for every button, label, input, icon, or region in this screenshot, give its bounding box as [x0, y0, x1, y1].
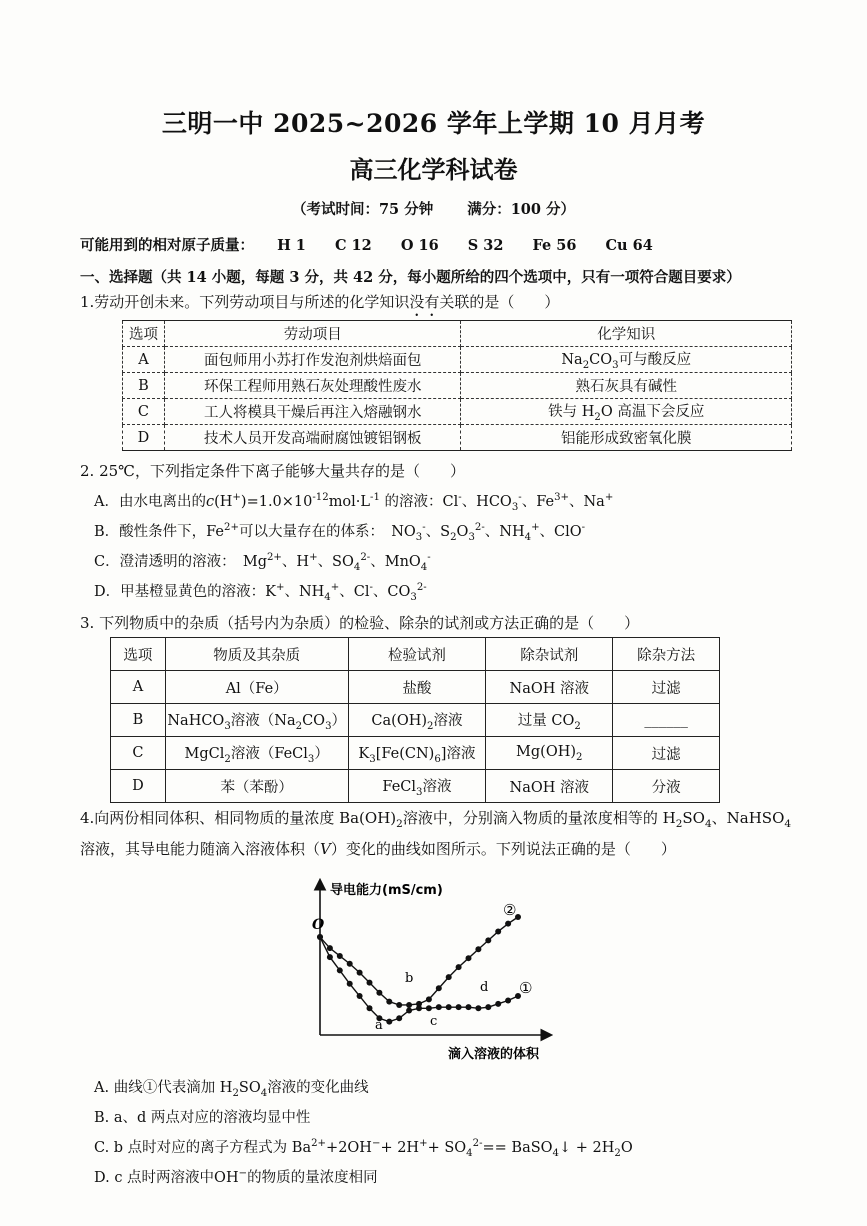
question-4-option-b: B. a、d 两点对应的溶液均显中性: [94, 1110, 311, 1126]
series-2-point: [396, 1002, 402, 1008]
table-header: 化学知识: [461, 321, 792, 347]
series-2-point: [495, 928, 501, 934]
series-layer: [317, 914, 521, 1025]
question-4-option-d: D. c 点时两溶液中OH−的物质的量浓度相同: [94, 1168, 378, 1186]
table-cell: B: [123, 373, 165, 399]
masses-label: 可能用到的相对原子质量：: [80, 237, 254, 254]
table-cell: 盐酸: [348, 671, 486, 704]
table-header: 劳动项目: [164, 321, 461, 347]
series-2-point: [505, 921, 511, 927]
series-2-point: [446, 974, 452, 980]
point-label-b: b: [405, 971, 414, 986]
table-cell: A: [111, 671, 166, 704]
table-cell: 面包师用小苏打作发泡剂烘焙面包: [164, 347, 461, 373]
table-cell: 过滤: [613, 737, 720, 770]
series-1-point: [396, 1015, 402, 1021]
table-cell: NaOH 溶液: [486, 770, 613, 803]
table-header: 物质及其杂质: [165, 638, 348, 671]
point-label-c: c: [430, 1014, 438, 1029]
table-cell: 过滤: [613, 671, 720, 704]
question-2-option-a: A．由水电离出的$c(H^+)=1.0\times 10^{-12}mol\cdot L^{-1}$ 的溶液：Cl-、$HCO_3^-$、$Fe^{3+}$、Na+: [94, 492, 614, 513]
table-header: 除杂试剂: [486, 638, 613, 671]
exam-title: 三明一中 2025~2026 学年上学期 10 月月考: [161, 109, 706, 138]
series-1-point: [436, 1004, 442, 1010]
mass-item: H 1: [277, 237, 306, 254]
question-2-option-b: B．酸性条件下，$Fe^{2+}$可以大量存在的体系： $NO_3^-$、$S_2O_3^{2-}$、$NH_4^+$、ClO-: [94, 522, 586, 543]
table-cell: 过量 $CO_2$: [486, 704, 613, 737]
question-2-stem: 2. 25℃，下列指定条件下离子能够大量共存的是（ ）: [80, 462, 465, 480]
table-row: [123, 347, 792, 373]
series-1-point: [475, 1005, 481, 1011]
series-1-point: [347, 981, 353, 987]
table-cell: NaOH 溶液: [486, 671, 613, 704]
question-4-stem-line2: 溶液，其导电能力随滴入溶液体积（V）变化的曲线如图所示。下列说法正确的是（ ）: [80, 840, 676, 858]
table-cell: A: [123, 347, 165, 373]
series-2-point: [485, 937, 491, 943]
table-row: [111, 737, 720, 770]
series-1-point: [495, 1001, 501, 1007]
table-cell: 环保工程师用熟石灰处理酸性废水: [164, 373, 461, 399]
series-2-point: [347, 961, 353, 967]
series-2-point: [416, 1001, 422, 1007]
series-2-point: [406, 1002, 412, 1008]
table-cell: 工人将模具干燥后再注入熔融钢水: [164, 399, 461, 425]
series-1-point: [386, 1019, 392, 1025]
mass-item: C 12: [334, 237, 372, 254]
table-header: 选项: [111, 638, 166, 671]
mass-item: O 16: [400, 237, 439, 254]
table-cell: FeCl$_3$溶液: [348, 770, 486, 803]
point-label-d: d: [480, 980, 489, 995]
series-2-point: [456, 964, 462, 970]
series-1-point: [337, 967, 343, 973]
series-2-point: [475, 946, 481, 952]
mass-item: Cu 64: [605, 237, 653, 254]
question-3-stem: 3. 下列物质中的杂质（括号内为杂质）的检验、除杂的试剂或方法正确的是（ ）: [80, 614, 640, 632]
exam-subtitle: 高三化学科试卷: [349, 155, 518, 184]
series-2-point: [386, 999, 392, 1005]
table-cell: 苯（苯酚）: [165, 770, 348, 803]
series-1-point: [367, 1005, 373, 1011]
question-3-table: [110, 637, 720, 803]
full-score: 满分：100 分）: [467, 201, 576, 218]
table-cell: C: [111, 737, 166, 770]
table-cell: 技术人员开发高端耐腐蚀镀铝钢板: [164, 425, 461, 451]
table-header-row: [123, 321, 792, 347]
question-4-stem-line1: 4.向两份相同体积、相同物质的量浓度 $Ba(OH)_2$溶液中，分别滴入物质的量浓度相等的 $H_2SO_4$、NaHSO$_4$: [80, 809, 792, 830]
table-cell: $Ca(OH)_2$溶液: [348, 704, 486, 737]
series-2-point: [436, 985, 442, 991]
series-2-point: [426, 996, 432, 1002]
series-2-point: [337, 953, 343, 959]
section-heading: 一、选择题（共 14 小题，每题 3 分，共 42 分，每小题所给的四个选项中，只有一项符合题目要求）: [80, 269, 741, 286]
series-2-point: [367, 980, 373, 986]
series-1-point: [406, 1008, 412, 1014]
series-2-point: [327, 945, 333, 951]
emphasis-text: 没有: [409, 293, 440, 311]
series-2-point: [466, 955, 472, 961]
table-cell: C: [123, 399, 165, 425]
table-cell: NaHCO$_3$溶液$(Na_2CO_3)$: [165, 704, 348, 737]
table-cell: Al（Fe）: [165, 671, 348, 704]
table-cell: 铁与 $H_2O$ 高温下会反应: [461, 399, 792, 425]
table-header-row: [111, 638, 720, 671]
series-1-point: [505, 997, 511, 1003]
point-label-a: a: [375, 1018, 383, 1033]
question-4-option-a: A. 曲线①代表滴加 $H_2SO_4$溶液的变化曲线: [94, 1080, 369, 1099]
table-row: [111, 770, 720, 803]
table-cell: 铝能形成致密氧化膜: [461, 425, 792, 451]
table-header: 选项: [123, 321, 165, 347]
mass-item: Fe 56: [532, 237, 577, 254]
table-cell: 分液: [613, 770, 720, 803]
question-2-option-c: C．澄清透明的溶液： $Mg^{2+}$、H+、$SO_4^{2-}$、MnO$_4$-: [94, 552, 431, 573]
series-1-point: [485, 1004, 491, 1010]
table-row: [123, 373, 792, 399]
table-cell: $Na_2CO_3$可与酸反应: [461, 347, 792, 373]
exam-time: （考试时间：75 分钟: [291, 201, 434, 218]
series-1-point: [426, 1005, 432, 1011]
table-cell: $Mg(OH)_2$: [486, 737, 613, 770]
table-cell: MgCl$_2$溶液（FeCl$_3$）: [165, 737, 348, 770]
table-cell: B: [111, 704, 166, 737]
table-cell: D: [111, 770, 166, 803]
table-cell: 熟石灰具有碱性: [461, 373, 792, 399]
series-1-label: ①: [519, 979, 533, 997]
mass-item: S 32: [467, 237, 504, 254]
series-1-point: [327, 954, 333, 960]
table-row: [111, 704, 720, 737]
table-row: [111, 671, 720, 704]
table-row: [123, 399, 792, 425]
exam-info: [0, 198, 867, 219]
origin-label: O: [312, 917, 325, 933]
series-1-point: [456, 1004, 462, 1010]
conductivity-chart: [300, 875, 570, 1065]
question-2-option-d: D．甲基橙显黄色的溶液：K+、$NH_4^+$、Cl-、$CO_3^{2-}$: [94, 582, 427, 603]
question-1-stem: 1.劳动开创未来。下列劳动项目与所述的化学知识没有关联的是（ ）: [80, 293, 560, 311]
x-axis-label: 滴入溶液的体积: [448, 1047, 540, 1062]
series-1-point: [357, 993, 363, 999]
y-axis-label: 导电能力(mS/cm): [330, 883, 443, 898]
table-row: [123, 425, 792, 451]
table-cell: $K_3[Fe(CN)_6]$溶液: [348, 737, 486, 770]
atomic-masses: [80, 234, 677, 255]
question-4-option-c: C. b 点时对应的离子方程式为 $Ba^{2+}+2OH^-+ 2H^++ SO_4^{2-}==$ BaSO$_4$↓ + $2H_2O$: [94, 1138, 633, 1159]
table-cell: D: [123, 425, 165, 451]
table-header: 检验试剂: [348, 638, 486, 671]
series-2-point: [317, 934, 323, 940]
series-1-point: [466, 1004, 472, 1010]
series-2-point: [357, 970, 363, 976]
question-1-table: [122, 320, 792, 451]
series-1-point: [446, 1004, 452, 1010]
table-cell: ______: [613, 704, 720, 737]
series-2-point: [376, 990, 382, 996]
series-2-label: ②: [503, 901, 517, 919]
table-header: 除杂方法: [613, 638, 720, 671]
